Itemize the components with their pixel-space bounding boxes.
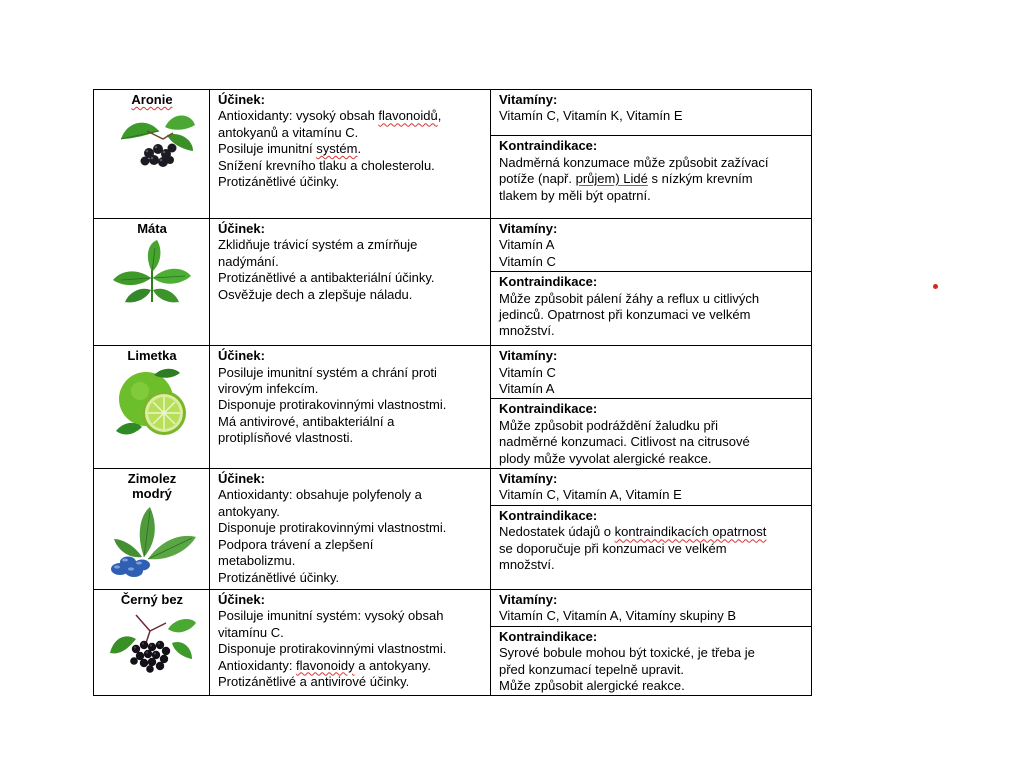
contra-line: množství. <box>499 557 555 573</box>
contra-line: tlakem by měli být opatrní. <box>499 187 651 203</box>
effect-cell <box>210 469 491 590</box>
table-row <box>94 90 812 136</box>
plant-name-second-line: modrý <box>132 486 172 502</box>
contra-line: se doporučuje při konzumaci ve velkém <box>499 540 727 556</box>
contra-line: Může způsobit pálení žáhy a reflux u citlivých <box>499 290 760 306</box>
plant-cell <box>94 589 210 695</box>
elderberry-image <box>106 609 198 675</box>
plant-name: Aronie <box>131 92 173 107</box>
effect-label: Účinek: <box>218 221 265 236</box>
contra-cell <box>491 399 812 469</box>
effect-line: Protizánětlivé účinky. <box>218 174 340 190</box>
contra-cell <box>491 505 812 589</box>
contra-label: Kontraindikace: <box>499 628 598 644</box>
stray-red-dot <box>933 284 938 289</box>
plant-name: Limetka <box>127 348 177 364</box>
effect-label: Účinek: <box>218 471 265 487</box>
contra-line: Může způsobit podráždění žaludku při <box>499 417 718 433</box>
plants-table <box>93 89 812 696</box>
effect-label: Účinek: <box>218 591 265 607</box>
effect-line: Protizánětlivé účinky. <box>218 569 340 585</box>
plant-name: Máta <box>137 221 167 236</box>
vitamins-cell <box>491 589 812 626</box>
vitamins-label: Vitamíny: <box>499 221 558 236</box>
lime-image <box>110 365 194 441</box>
vitamins-cell <box>491 469 812 506</box>
effect-line: Osvěžuje dech a zlepšuje náladu. <box>218 286 413 302</box>
contra-line: Může způsobit alergické reakce. <box>499 677 685 693</box>
effect-line: Zklidňuje trávicí systém a zmírňuje <box>218 237 418 253</box>
vitamin-line: Vitamín A <box>499 381 555 397</box>
contra-cell <box>491 272 812 346</box>
vitamin-line: Vitamín C <box>499 253 556 269</box>
contra-label: Kontraindikace: <box>499 507 598 523</box>
mint-image <box>107 238 197 310</box>
honeysuckle-image <box>106 505 198 581</box>
effect-cell <box>210 219 491 346</box>
contra-line: před konzumací tepelně upravit. <box>499 661 684 677</box>
effect-line: antokyany. <box>218 503 280 519</box>
effect-line: Disponuje protirakovinnými vlastnostmi. <box>218 641 447 657</box>
plant-cell <box>94 90 210 219</box>
effect-line: vitamínu C. <box>218 624 284 640</box>
effect-line: Posiluje imunitní systém. <box>218 141 362 157</box>
contra-cell <box>491 136 812 219</box>
table-row <box>94 589 812 626</box>
vitamins-cell <box>491 346 812 399</box>
effect-line: protiplísňové vlastnosti. <box>218 430 354 446</box>
contra-line: množství. <box>499 323 555 339</box>
contra-cell <box>491 626 812 696</box>
vitamin-line: Vitamín C, Vitamín A, Vitamíny skupiny B <box>499 608 736 624</box>
effect-line: Disponuje protirakovinnými vlastnostmi. <box>218 520 447 536</box>
effect-label: Účinek: <box>218 348 265 364</box>
effect-line: Antioxidanty: vysoký obsah flavonoidů, <box>218 108 442 124</box>
table-row <box>94 346 812 399</box>
table-row <box>94 469 812 506</box>
effect-line: Disponuje protirakovinnými vlastnostmi. <box>218 397 447 413</box>
effect-line: virovým infekcím. <box>218 381 319 397</box>
effect-line: Protizánětlivé a antivirové účinky. <box>218 673 410 689</box>
vitamins-label: Vitamíny: <box>499 591 558 607</box>
contra-label: Kontraindikace: <box>499 138 598 154</box>
contra-line: Nadměrná konzumace může způsobit zažívací <box>499 154 769 170</box>
vitamins-label: Vitamíny: <box>499 471 558 487</box>
effect-cell <box>210 346 491 469</box>
contra-line: jedinců. Opatrnost při konzumaci ve velkém <box>499 307 751 323</box>
vitamin-line: Vitamín C <box>499 364 556 380</box>
effect-line: Posiluje imunitní systém a chrání proti <box>218 364 437 380</box>
effect-line: Má antivirové, antibakteriální a <box>218 413 395 429</box>
contra-line: plody může vyvolat alergické reakce. <box>499 450 712 466</box>
effect-line: Protizánětlivé a antibakteriální účinky. <box>218 270 435 286</box>
effect-cell <box>210 90 491 219</box>
vitamins-cell <box>491 219 812 272</box>
aronia-image <box>107 109 197 173</box>
plant-name: Černý bez <box>120 591 184 607</box>
plant-cell <box>94 346 210 469</box>
plant-cell <box>94 469 210 590</box>
vitamin-line: Vitamín C, Vitamín A, Vitamín E <box>499 487 682 503</box>
effect-line: Podpora trávení a zlepšení <box>218 536 374 552</box>
effect-line: Antioxidanty: flavonoidy a antokyany. <box>218 657 431 673</box>
vitamins-label: Vitamíny: <box>499 92 558 107</box>
effect-line: Snížení krevního tlaku a cholesterolu. <box>218 157 435 173</box>
effect-line: antokyanů a vitamínu C. <box>218 124 359 140</box>
effect-line: metabolizmu. <box>218 553 296 569</box>
contra-line: Syrové bobule mohou být toxické, je třeba je <box>499 645 755 661</box>
effect-label: Účinek: <box>218 92 265 107</box>
plant-name: Zimolez <box>127 471 177 487</box>
vitamin-line: Vitamín C, Vitamín K, Vitamín E <box>499 108 683 124</box>
effect-line: nadýmání. <box>218 253 279 269</box>
plant-cell <box>94 219 210 346</box>
vitamins-cell <box>491 90 812 136</box>
vitamin-line: Vitamín A <box>499 237 555 253</box>
contra-line: Nedostatek údajů o kontraindikacích opatrnost <box>499 524 767 540</box>
contra-line: potíže (např. průjem) Lidé s nízkým krevním <box>499 171 753 187</box>
effect-line: Antioxidanty: obsahuje polyfenoly a <box>218 487 422 503</box>
contra-label: Kontraindikace: <box>499 274 598 290</box>
table-row <box>94 219 812 272</box>
contra-label: Kontraindikace: <box>499 401 598 417</box>
vitamins-label: Vitamíny: <box>499 348 558 364</box>
effect-cell <box>210 589 491 695</box>
contra-line: nadměrné konzumaci. Citlivost na citrusové <box>499 434 750 450</box>
effect-line: Posiluje imunitní systém: vysoký obsah <box>218 608 444 624</box>
